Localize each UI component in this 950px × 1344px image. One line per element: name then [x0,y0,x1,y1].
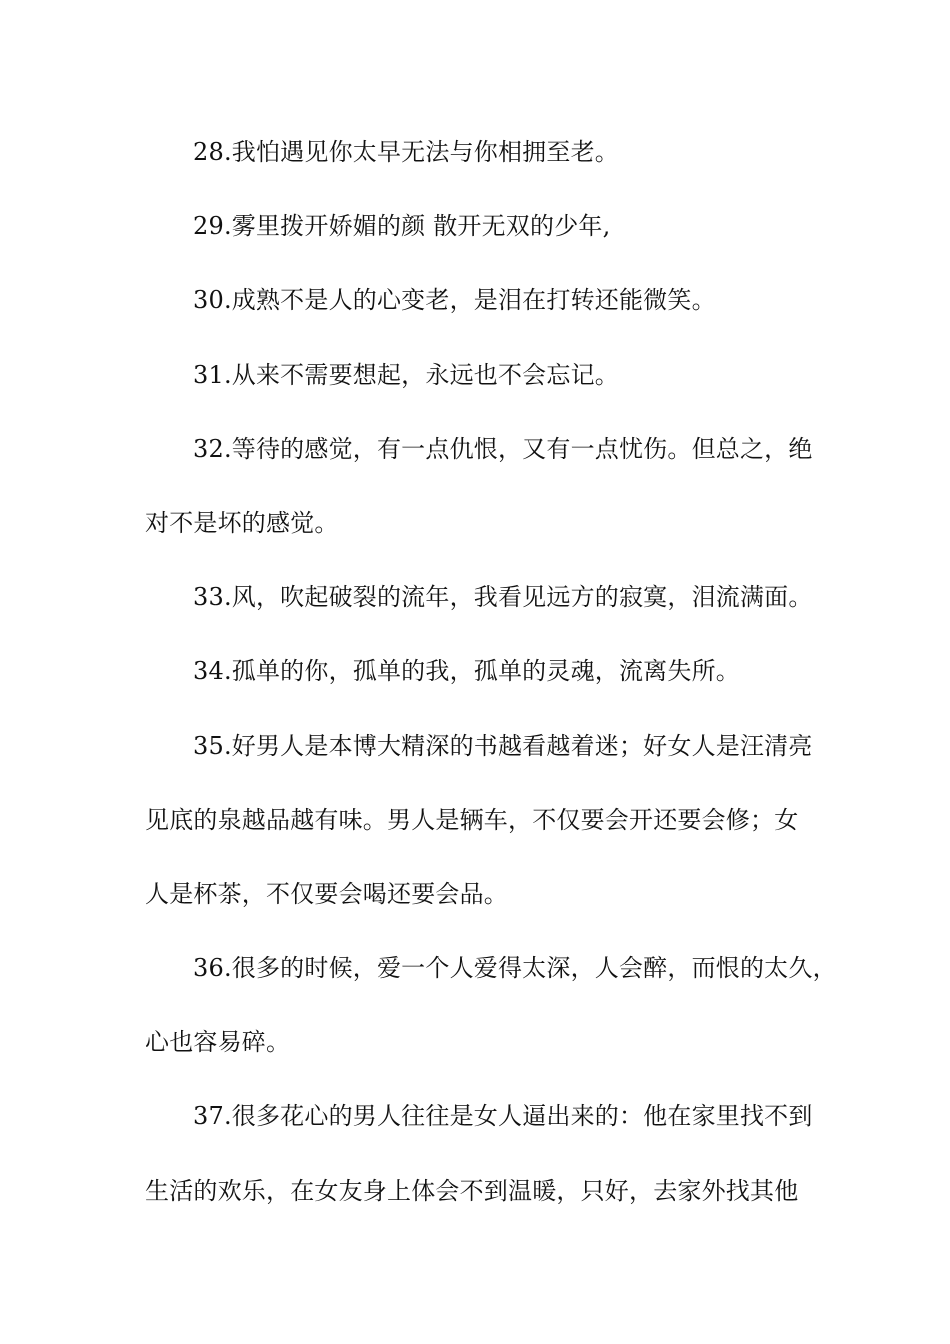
paragraph-continuation-line: 对不是坏的感觉。 [145,508,339,537]
paragraph-line: 35.好男人是本博大精深的书越看越着迷；好女人是汪清亮 [193,731,813,760]
paragraph-line: 31.从来不需要想起，永远也不会忘记。 [193,360,619,389]
paragraph-continuation-line: 生活的欢乐，在女友身上体会不到温暖，只好，去家外找其他 [145,1176,799,1205]
paragraph-line: 32.等待的感觉，有一点仇恨，又有一点忧伤。但总之，绝 [193,434,813,463]
paragraph-line: 36.很多的时候，爱一个人爱得太深，人会醉，而恨的太久， [193,954,837,983]
paragraph-line: 33.风，吹起破裂的流年，我看见远方的寂寞，泪流满面。 [193,583,813,612]
paragraph-continuation-line: 见底的泉越品越有味。男人是辆车，不仅要会开还要会修；女 [145,805,799,834]
paragraph-line: 37.很多花心的男人往往是女人逼出来的：他在家里找不到 [193,1102,813,1131]
paragraph-line: 30.成熟不是人的心变老，是泪在打转还能微笑。 [193,286,716,315]
paragraph-line: 29.雾里拨开娇媚的颜 散开无双的少年, [193,212,611,241]
paragraph-line: 28.我怕遇见你太早无法与你相拥至老。 [193,138,619,166]
paragraph-line: 34.孤单的你，孤单的我，孤单的灵魂，流离失所。 [193,657,740,686]
document-body [145,132,837,1245]
paragraph-continuation-line: 人是杯茶，不仅要会喝还要会品。 [145,879,508,908]
paragraph-continuation-line: 心也容易碎。 [145,1028,291,1057]
